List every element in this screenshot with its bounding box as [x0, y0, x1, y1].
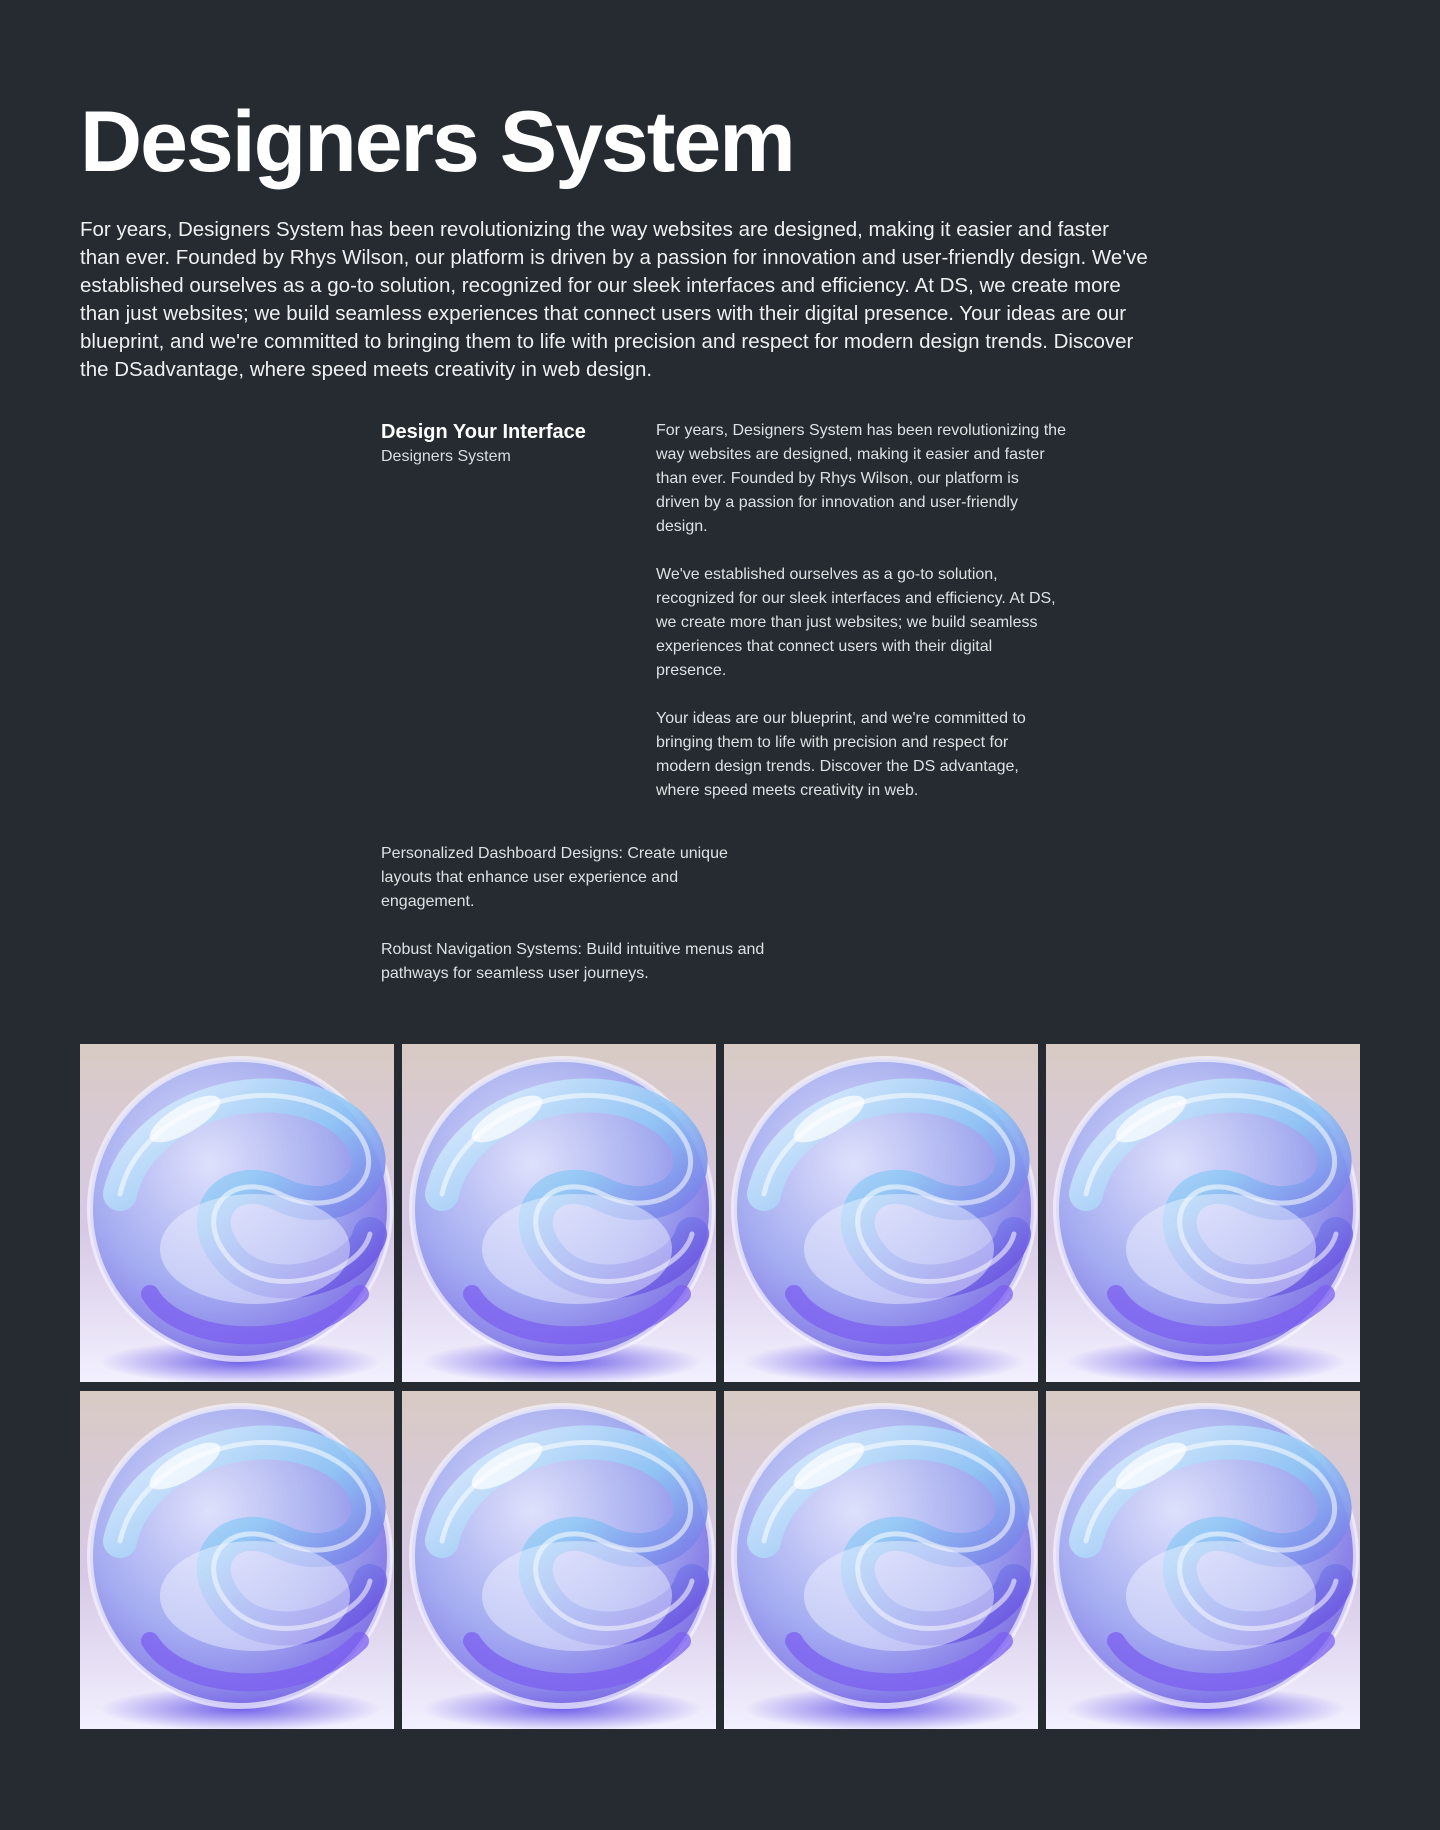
- gallery-tile: [724, 1044, 1038, 1382]
- gallery-tile: [1046, 1044, 1360, 1382]
- gallery-tile: [1046, 1391, 1360, 1729]
- body-paragraph: For years, Designers System has been revolutionizing the way websites are designed, making it easier and faster than ever. Founded by Rhys Wilson, our platform is driven by a passion for innovation and user-friendly design.: [656, 422, 1066, 535]
- body-paragraph: We've established ourselves as a go-to solution, recognized for our sleek interfaces and efficiency. At DS, we create more than just websites; we build seamless experiences that connect users with their digital presence.: [656, 566, 1056, 679]
- gallery-tile: [80, 1044, 394, 1382]
- gallery-tile: [402, 1391, 716, 1729]
- body-paragraph: Your ideas are our blueprint, and we're committed to bringing them to life with precision and respect for modern design trends. Discover the DS advantage, where speed meets creativity in web.: [656, 710, 1026, 799]
- gallery-tile: [80, 1391, 394, 1729]
- section-subtitle: Designers System: [381, 448, 511, 465]
- page-title: Designers System: [80, 94, 794, 190]
- section-heading-block: [381, 418, 621, 468]
- image-gallery: [80, 1044, 1360, 1729]
- hero-intro: For years, Designers System has been revolutionizing the way websites are designed, making it easier and faster than ever. Founded by Rhys Wilson, our platform is driven by a passion for innovation and user-friendly design. We've established ourselves as a go-to solution, recognized for our sleek interfaces and efficiency. At DS, we create more than just websites; we build seamless experiences that connect users with their digital presence. Your ideas are our blueprint, and we're committed to bringing them to life with precision and respect for modern design trends. Discover the DSadvantage, where speed meets creativity in web design.: [80, 218, 1148, 381]
- section-title: Design Your Interface: [381, 421, 586, 443]
- gallery-tile: [724, 1391, 1038, 1729]
- feature-item: Robust Navigation Systems: Build intuitive menus and pathways for seamless user journeys.: [381, 941, 765, 982]
- gallery-tile: [402, 1044, 716, 1382]
- section-body: [656, 419, 1066, 827]
- feature-list: [381, 842, 766, 1010]
- feature-item: Personalized Dashboard Designs: Create unique layouts that enhance user experience and engagement.: [381, 845, 728, 910]
